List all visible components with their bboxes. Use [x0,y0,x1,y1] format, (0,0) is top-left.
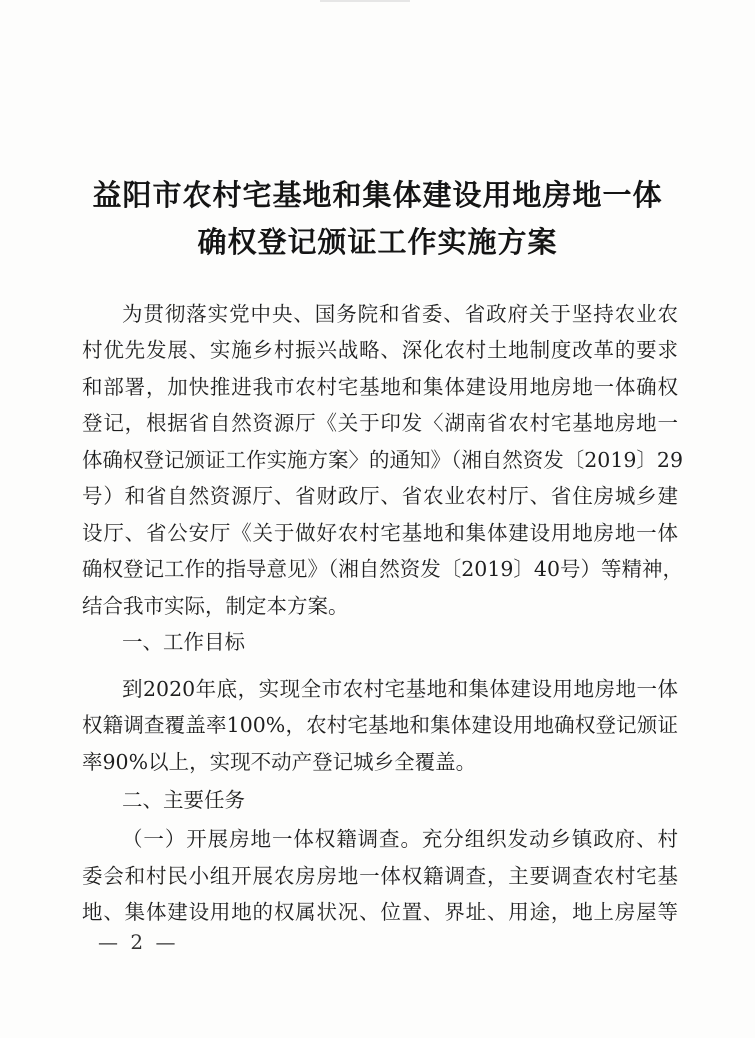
paragraph-line: 号）和省自然资源厅、省财政厅、省农业农村厅、省住房城乡建 [82,484,678,508]
paragraph-line: 率90%以上，实现不动产登记城乡全覆盖。 [82,750,477,774]
section-heading: 一、工作目标 [122,630,245,654]
paragraph-line: 到2020年底，实现全市农村宅基地和集体建设用地房地一体 [122,677,678,701]
document-title-line-1: 益阳市农村宅基地和集体建设用地房地一体 [92,178,663,212]
paragraph-line: 委会和村民小组开展农房房地一体权籍调查，主要调查农村宅基 [82,864,678,888]
paragraph-line: 地、集体建设用地的权属状况、位置、界址、用途，地上房屋等 [82,900,678,924]
paragraph-line: 设厅、省公安厅《关于做好农村宅基地和集体建设用地房地一体 [82,521,678,545]
scan-artifact [320,0,410,2]
section-heading: 二、主要任务 [122,788,245,812]
paragraph-line: 确权登记工作的指导意见》（湘自然资发〔2019〕40号）等精神， [82,557,684,581]
paragraph-line: 体确权登记颁证工作实施方案〉的通知》（湘自然资发〔2019〕29 [82,448,684,472]
paragraph-line: （一）开展房地一体权籍调查。充分组织发动乡镇政府、村 [122,827,678,851]
paragraph-line: 和部署，加快推进我市农村宅基地和集体建设用地房地一体确权 [82,375,678,399]
paragraph-line: 权籍调查覆盖率100%，农村宅基地和集体建设用地确权登记颁证 [82,713,678,737]
paragraph-line: 村优先发展、实施乡村振兴战略、深化农村土地制度改革的要求 [82,338,678,362]
paragraph-line: 结合我市实际，制定本方案。 [82,594,349,618]
paragraph-line: 登记，根据省自然资源厅《关于印发〈湖南省农村宅基地房地一 [82,411,678,435]
page-number: — 2 — [98,930,179,954]
document-title-line-2: 确权登记颁证工作实施方案 [197,225,558,259]
paragraph-line: 为贯彻落实党中央、国务院和省委、省政府关于坚持农业农 [122,302,678,326]
